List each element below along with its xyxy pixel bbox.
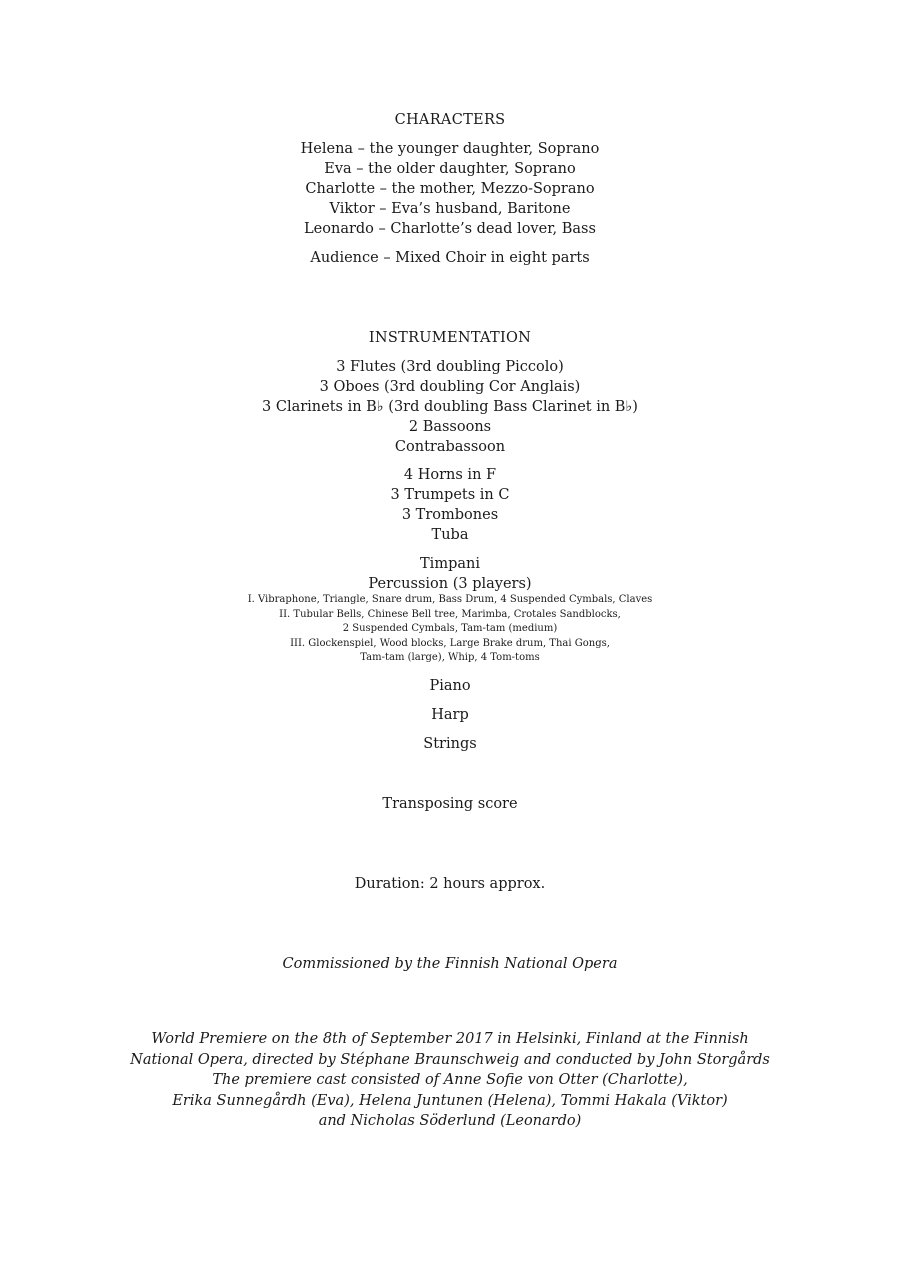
piano-line: Piano [429,678,471,694]
instrument-line: 3 Trumpets in C [390,487,510,503]
character-role: Leonardo – Charlotte’s dead lover, Bass [304,221,596,237]
premiere-line: The premiere cast consisted of Anne Sofie von Otter (Charlotte), [212,1072,688,1088]
percussion-details [0,593,900,666]
commission-text: Commissioned by the Finnish National Opera [282,956,618,972]
instrument-line: Tuba [431,527,469,543]
premiere-line: and Nicholas Söderlund (Leonardo) [318,1113,582,1129]
characters-list [0,139,900,239]
percussion-detail-line: III. Glockenspiel, Wood blocks, Large Brake drum, Thai Gongs, [290,637,610,649]
harp-line-wrap [0,705,900,725]
duration-text: Duration: 2 hours approx. [354,876,546,892]
instrument-line: 3 Flutes (3rd doubling Piccolo) [336,359,564,375]
character-role: Helena – the younger daughter, Soprano [300,141,600,157]
audience-line: Audience – Mixed Choir in eight parts [310,250,590,266]
premiere-block [0,1029,900,1132]
instrument-line: 4 Horns in F [403,467,497,483]
harp-line: Harp [431,707,469,723]
instrument-line: 3 Clarinets in B♭ (3rd doubling Bass Clarinet in B♭) [262,399,638,415]
woodwinds-list [0,357,900,457]
instrumentation-heading: INSTRUMENTATION [368,330,532,346]
audience-choir [0,248,900,268]
brass-list [0,465,900,545]
timpani-line: Timpani [420,556,480,572]
character-role: Charlotte – the mother, Mezzo-Soprano [305,181,595,197]
percussion-detail-line: II. Tubular Bells, Chinese Bell tree, Marimba, Crotales Sandblocks, [279,608,621,620]
premiere-line: World Premiere on the 8th of September 2017 in Helsinki, Finland at the Finnish [151,1031,749,1047]
premiere-line: Erika Sunnegårdh (Eva), Helena Juntunen (Helena), Tommi Hakala (Viktor) [172,1092,728,1109]
premiere-line: National Opera, directed by Stéphane Braunschweig and conducted by John Storgårds [130,1051,770,1068]
commission-wrap [0,954,900,974]
instrument-line: 3 Oboes (3rd doubling Cor Anglais) [319,379,581,395]
percussion-group [0,554,900,594]
characters-section [0,110,900,130]
strings-line-wrap [0,734,900,754]
instrumentation-section [0,328,900,348]
character-role: Viktor – Eva’s husband, Baritone [329,201,571,217]
character-role: Eva – the older daughter, Soprano [324,161,576,177]
strings-line: Strings [423,736,477,752]
percussion-detail-line: I. Vibraphone, Triangle, Snare drum, Bass Drum, 4 Suspended Cymbals, Claves [247,594,653,605]
instrument-line: 2 Bassoons [408,419,492,435]
characters-heading: CHARACTERS [394,112,506,128]
score-note: Transposing score [382,796,518,812]
instrument-line: 3 Trombones [401,507,499,523]
piano-line-wrap [0,676,900,696]
percussion-detail-line: Tam-tam (large), Whip, 4 Tom-toms [360,652,540,664]
instrument-line: Contrabassoon [394,439,506,455]
score-note-wrap [0,794,900,814]
duration-wrap [0,874,900,894]
percussion-detail-line: 2 Suspended Cymbals, Tam-tam (medium) [342,623,558,635]
percussion-line: Percussion (3 players) [368,576,532,592]
